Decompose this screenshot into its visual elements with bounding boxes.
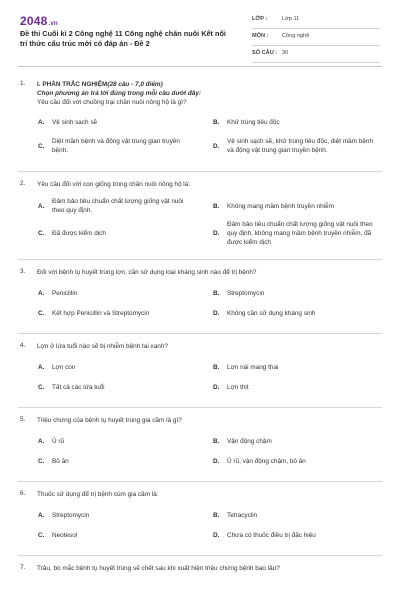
options: [0, 357, 400, 397]
option-c[interactable]: [38, 309, 208, 318]
question-divider: [18, 481, 382, 482]
section-title: I. PHẦN TRẮC NGHIỆM: [37, 81, 108, 88]
question-divider: [18, 555, 382, 556]
option-a[interactable]: [38, 437, 208, 446]
option-text: Tetracyclin: [227, 511, 258, 519]
option-text: Đã được kiểm dịch: [52, 229, 106, 237]
question-text: Yêu cầu đối với chuồng trại chăn nuôi nông hộ là gì?: [37, 99, 187, 106]
option-letter: C.: [38, 531, 45, 539]
question-2: [0, 180, 400, 249]
logo-text: 2048: [20, 14, 48, 28]
option-text: Bỏ ăn: [52, 457, 69, 465]
option-letter: C.: [38, 309, 45, 317]
option-text: Lợn con: [52, 363, 76, 371]
meta-row-class: [252, 12, 380, 29]
option-letter: A.: [38, 118, 45, 126]
logo-domain: .vn: [48, 21, 58, 27]
option-text: Kết hợp Penicillin và Streptomycin: [52, 309, 150, 317]
question-text: Triệu chứng của bệnh tụ huyết trùng gia cầm là gì?: [37, 417, 182, 424]
option-text: Đảm bảo tiêu chuẩn chất lượng giống vật nuôi theo quy định.: [52, 198, 184, 214]
option-c[interactable]: [38, 457, 208, 466]
option-letter: C.: [38, 457, 45, 465]
meta-row-subject: [252, 29, 380, 46]
option-letter: B.: [213, 511, 220, 519]
option-row: [0, 451, 400, 471]
option-text: Vệ sinh sạch sẽ: [52, 118, 98, 126]
question-6: [0, 490, 400, 545]
question-3: [0, 268, 400, 323]
option-letter: C.: [38, 142, 45, 150]
option-letter: D.: [213, 229, 220, 237]
option-c[interactable]: [38, 137, 208, 155]
option-text: Chưa có thuốc điều trị đặc hiệu: [227, 531, 316, 539]
option-text: Tất cả các lứa tuổi: [52, 383, 105, 391]
exam-content: [0, 80, 400, 573]
options: [0, 505, 400, 545]
option-row: [0, 505, 400, 525]
option-text: Không mang mầm bệnh truyền nhiễm: [227, 202, 334, 210]
header-divider: [18, 66, 382, 67]
options: [0, 283, 400, 323]
option-c[interactable]: [38, 229, 208, 238]
question-number: 2.: [20, 180, 26, 187]
option-a[interactable]: [38, 289, 208, 298]
option-row: [0, 195, 400, 217]
meta-label: MÔN :: [252, 33, 269, 39]
option-text: Ủ rũ: [52, 437, 65, 445]
exam-meta-table: [252, 12, 380, 63]
option-d[interactable]: [213, 220, 383, 247]
option-row: [0, 131, 400, 161]
option-row: [0, 217, 400, 249]
option-letter: D.: [213, 309, 220, 317]
site-logo[interactable]: [20, 14, 58, 28]
option-d[interactable]: [213, 383, 383, 392]
option-letter: A.: [38, 511, 45, 519]
option-text: Neotesol: [52, 531, 78, 539]
question-divider: [18, 407, 382, 408]
option-b[interactable]: [213, 118, 383, 127]
option-row: [0, 377, 400, 397]
question-1: [0, 80, 400, 161]
option-row: [0, 525, 400, 545]
question-divider: [18, 333, 382, 334]
option-letter: A.: [38, 202, 45, 210]
option-row: [0, 113, 400, 131]
meta-label: LỚP :: [252, 16, 268, 22]
options: [0, 431, 400, 471]
option-letter: B.: [213, 118, 220, 126]
question-number: 5.: [20, 416, 26, 423]
question-text: Đối với bệnh tụ huyết trùng lợn, cần sử dụng loại kháng sinh nào để trị bệnh?: [37, 269, 257, 276]
question-text: Trâu, bò mắc bệnh tụ huyết trùng sẽ chết sau khi xuất hiện triệu chứng bệnh bao lâu?: [37, 565, 280, 572]
question-text: Lợn ở lứa tuổi nào sẽ bị nhiễm bệnh tai xanh?: [37, 343, 168, 350]
section-note: (28 câu - 7,0 điểm): [107, 81, 163, 88]
option-text: Ủ rũ, vận động chậm, bỏ ăn: [227, 457, 306, 465]
option-b[interactable]: [213, 289, 383, 298]
option-letter: B.: [213, 289, 220, 297]
option-c[interactable]: [38, 531, 208, 540]
option-text: Streptomycin: [52, 511, 90, 519]
option-a[interactable]: [38, 511, 208, 520]
option-row: [0, 431, 400, 451]
option-d[interactable]: [213, 531, 383, 540]
question-text: Yêu cầu đối với con giống trong chăn nuôi nông hộ là:: [37, 181, 191, 188]
option-letter: D.: [213, 383, 220, 391]
option-letter: C.: [38, 229, 45, 237]
option-b[interactable]: [213, 437, 383, 446]
question-5: [0, 416, 400, 471]
question-number: 7.: [20, 564, 26, 571]
question-number: 4.: [20, 342, 26, 349]
option-text: Đảm bảo tiêu chuẩn chất lượng giống vật nuôi theo quy định, không mang mầm bệnh truyền nhiễm, đã được kiểm dịch: [227, 220, 373, 246]
document-title: Đề thi Cuối kì 2 Công nghệ 11 Công nghệ chăn nuôi Kết nối tri thức cấu trúc mới có đáp án - Đề 2: [20, 29, 226, 48]
meta-value: Công nghệ: [282, 33, 310, 39]
option-text: Vận động chậm: [227, 437, 272, 445]
option-letter: A.: [38, 437, 45, 445]
option-a[interactable]: [38, 118, 208, 127]
option-text: Streptomycin: [227, 289, 265, 297]
option-text: Lợn thịt: [227, 383, 249, 391]
option-letter: C.: [38, 383, 45, 391]
option-row: [0, 283, 400, 303]
option-letter: D.: [213, 142, 220, 150]
question-number: 1.: [20, 80, 26, 87]
question-number: 6.: [20, 490, 26, 497]
option-row: [0, 303, 400, 323]
meta-row-question-count: [252, 46, 380, 63]
question-7: [0, 564, 400, 573]
meta-label: SỐ CÂU :: [252, 50, 278, 56]
option-text: Không cần sử dụng kháng sinh: [227, 309, 316, 317]
question-number: 3.: [20, 268, 26, 275]
option-d[interactable]: [213, 457, 383, 466]
option-letter: D.: [213, 531, 220, 539]
option-text: Diệt mầm bệnh và động vật trung gian truyền bệnh.: [52, 138, 180, 154]
section-header: [37, 80, 377, 107]
option-text: Lợn nái mang thai: [227, 363, 279, 371]
option-d[interactable]: [213, 309, 383, 318]
question-divider: [18, 171, 382, 172]
meta-value: Lớp 11: [282, 16, 300, 22]
options: [0, 113, 400, 161]
option-a[interactable]: [38, 363, 208, 372]
question-4: [0, 342, 400, 397]
question-text: Thuốc sử dụng để trị bệnh cúm gia cầm là:: [37, 491, 159, 498]
option-b[interactable]: [213, 363, 383, 372]
option-b[interactable]: [213, 202, 383, 211]
options: [0, 195, 400, 249]
question-divider: [18, 259, 382, 260]
option-letter: B.: [213, 437, 220, 445]
option-row: [0, 357, 400, 377]
option-text: Penicillin: [52, 289, 78, 297]
section-title-line: [37, 80, 377, 89]
option-b[interactable]: [213, 511, 383, 520]
option-d[interactable]: [213, 137, 383, 155]
option-text: Vệ sinh sạch sẽ, khử trùng tiêu độc, diệt mầm bệnh và động vật trung gian truyền bệnh.: [227, 138, 374, 154]
meta-value: 30: [282, 50, 289, 56]
option-letter: B.: [213, 202, 220, 210]
option-text: Khử trùng tiêu độc: [227, 118, 280, 126]
option-letter: D.: [213, 457, 220, 465]
option-letter: B.: [213, 363, 220, 371]
option-letter: A.: [38, 363, 45, 371]
page-header: [0, 0, 400, 64]
option-c[interactable]: [38, 383, 208, 392]
option-a[interactable]: [38, 197, 208, 215]
option-letter: A.: [38, 289, 45, 297]
section-instruction: Chọn phương án trả lời đúng trong mỗi câu dưới đây:: [37, 90, 202, 97]
